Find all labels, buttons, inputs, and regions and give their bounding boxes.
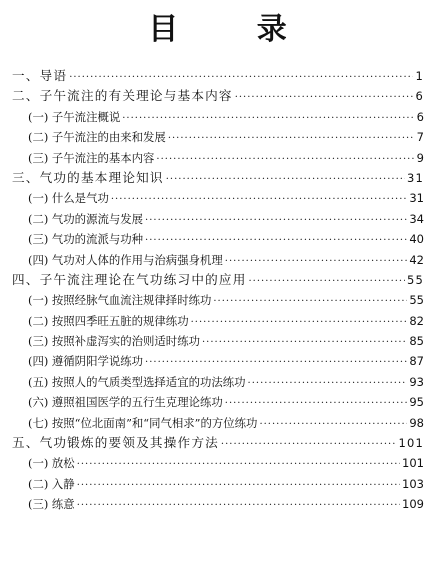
toc-entry-section[interactable] — [12, 148, 424, 168]
table-of-contents — [12, 66, 424, 515]
toc-entry-chapter-1[interactable] — [12, 66, 424, 86]
toc-entry-label: (四) 遵循阴阳学说练功 — [28, 354, 144, 369]
leader-dots — [248, 374, 408, 392]
toc-entry-section[interactable] — [12, 209, 424, 229]
toc-entry-label: (七) 按照“位北面南”和“同气相求”的方位练功 — [28, 415, 258, 430]
toc-entry-section[interactable] — [12, 413, 424, 433]
leader-dots — [111, 190, 408, 208]
toc-entry-label: (一) 什么是气功 — [28, 191, 109, 206]
leader-dots — [225, 252, 408, 270]
leader-dots — [156, 150, 414, 168]
leader-dots — [225, 394, 408, 412]
toc-entry-label: (一) 子午流注概说 — [28, 109, 121, 124]
toc-entry-section[interactable] — [12, 351, 424, 371]
toc-page-number: 9 — [416, 150, 424, 165]
toc-entry-section[interactable] — [12, 474, 424, 494]
leader-dots — [221, 435, 397, 453]
toc-entry-section[interactable] — [12, 494, 424, 514]
leader-dots — [191, 313, 408, 331]
toc-entry-label: (四) 气功对人体的作用与治病强身机理 — [28, 252, 223, 267]
leader-dots — [168, 129, 415, 147]
toc-page-number: 101 — [398, 436, 424, 451]
leader-dots — [145, 231, 407, 249]
leader-dots — [69, 68, 413, 86]
toc-entry-section[interactable] — [12, 453, 424, 473]
toc-page-number: 85 — [409, 334, 424, 349]
toc-entry-label: (六) 遵照祖国医学的五行生克理论练功 — [28, 395, 223, 410]
toc-entry-label: (三) 练意 — [28, 497, 75, 512]
toc-page-number: 82 — [409, 313, 424, 328]
leader-dots — [77, 496, 400, 514]
toc-page-number: 109 — [402, 497, 424, 512]
leader-dots — [213, 292, 407, 310]
toc-entry-label: 一、导语 — [12, 68, 68, 83]
toc-entry-chapter-4[interactable] — [12, 270, 424, 290]
toc-page-number: 31 — [406, 170, 424, 185]
toc-page-number: 101 — [402, 456, 424, 471]
toc-entry-chapter-3[interactable] — [12, 168, 424, 188]
toc-entry-label: (三) 气功的流派与功种 — [28, 232, 144, 247]
toc-entry-section[interactable] — [12, 331, 424, 351]
toc-entry-section[interactable] — [12, 250, 424, 270]
toc-page-number: 87 — [409, 354, 424, 369]
toc-entry-label: 五、气功锻炼的要领及其操作方法 — [12, 435, 219, 451]
toc-page-number: 7 — [416, 130, 424, 145]
leader-dots — [145, 353, 407, 371]
page-title: 目 录 — [148, 12, 321, 47]
toc-entry-label: (二) 按照四季旺五脏的规律练功 — [28, 313, 189, 328]
leader-dots — [235, 88, 414, 106]
toc-entry-section[interactable] — [12, 127, 424, 147]
toc-entry-label: (一) 按照经脉气血流注规律择时练功 — [28, 293, 212, 308]
leader-dots — [202, 333, 407, 351]
toc-entry-label: (二) 子午流注的由来和发展 — [28, 130, 166, 145]
toc-entry-label: 三、气功的基本理论知识 — [12, 169, 164, 185]
toc-page-number: 6 — [416, 109, 424, 124]
leader-dots — [122, 109, 414, 127]
toc-page-number: 40 — [409, 232, 424, 247]
leader-dots — [259, 415, 407, 433]
toc-entry-chapter-2[interactable] — [12, 86, 424, 106]
toc-entry-section[interactable] — [12, 229, 424, 249]
toc-page-number: 55 — [409, 293, 424, 308]
toc-page-number: 34 — [409, 211, 424, 226]
toc-page-number: 6 — [415, 89, 424, 104]
leader-dots — [166, 170, 405, 188]
toc-entry-section[interactable] — [12, 392, 424, 412]
toc-entry-label: (一) 放松 — [28, 456, 75, 471]
toc-entry-label: 二、子午流注的有关理论与基本内容 — [12, 88, 233, 104]
toc-page-number: 93 — [409, 374, 424, 389]
toc-entry-label: (三) 子午流注的基本内容 — [28, 150, 155, 165]
toc-entry-section[interactable] — [12, 107, 424, 127]
leader-dots — [249, 272, 405, 290]
toc-entry-chapter-5[interactable] — [12, 433, 424, 453]
toc-entry-section[interactable] — [12, 290, 424, 310]
toc-page-number: 42 — [409, 252, 424, 267]
toc-page-number: 95 — [409, 395, 424, 410]
toc-page-number: 55 — [406, 272, 424, 287]
toc-entry-label: (三) 按照补虚泻实的治则适时练功 — [28, 334, 200, 349]
toc-page-number: 1 — [415, 69, 424, 83]
toc-entry-label: 四、子午流注理论在气功练习中的应用 — [12, 271, 247, 287]
leader-dots — [77, 455, 400, 473]
toc-page-number: 103 — [402, 476, 424, 491]
toc-entry-section[interactable] — [12, 311, 424, 331]
toc-page-number: 98 — [409, 415, 424, 430]
toc-entry-label: (二) 入静 — [28, 476, 75, 491]
toc-entry-section[interactable] — [12, 372, 424, 392]
toc-entry-section[interactable] — [12, 188, 424, 208]
toc-page-number: 31 — [409, 191, 424, 206]
leader-dots — [145, 211, 407, 229]
leader-dots — [77, 476, 400, 494]
toc-entry-label: (二) 气功的源流与发展 — [28, 211, 144, 226]
toc-entry-label: (五) 按照人的气质类型选择适宜的功法练功 — [28, 374, 246, 389]
